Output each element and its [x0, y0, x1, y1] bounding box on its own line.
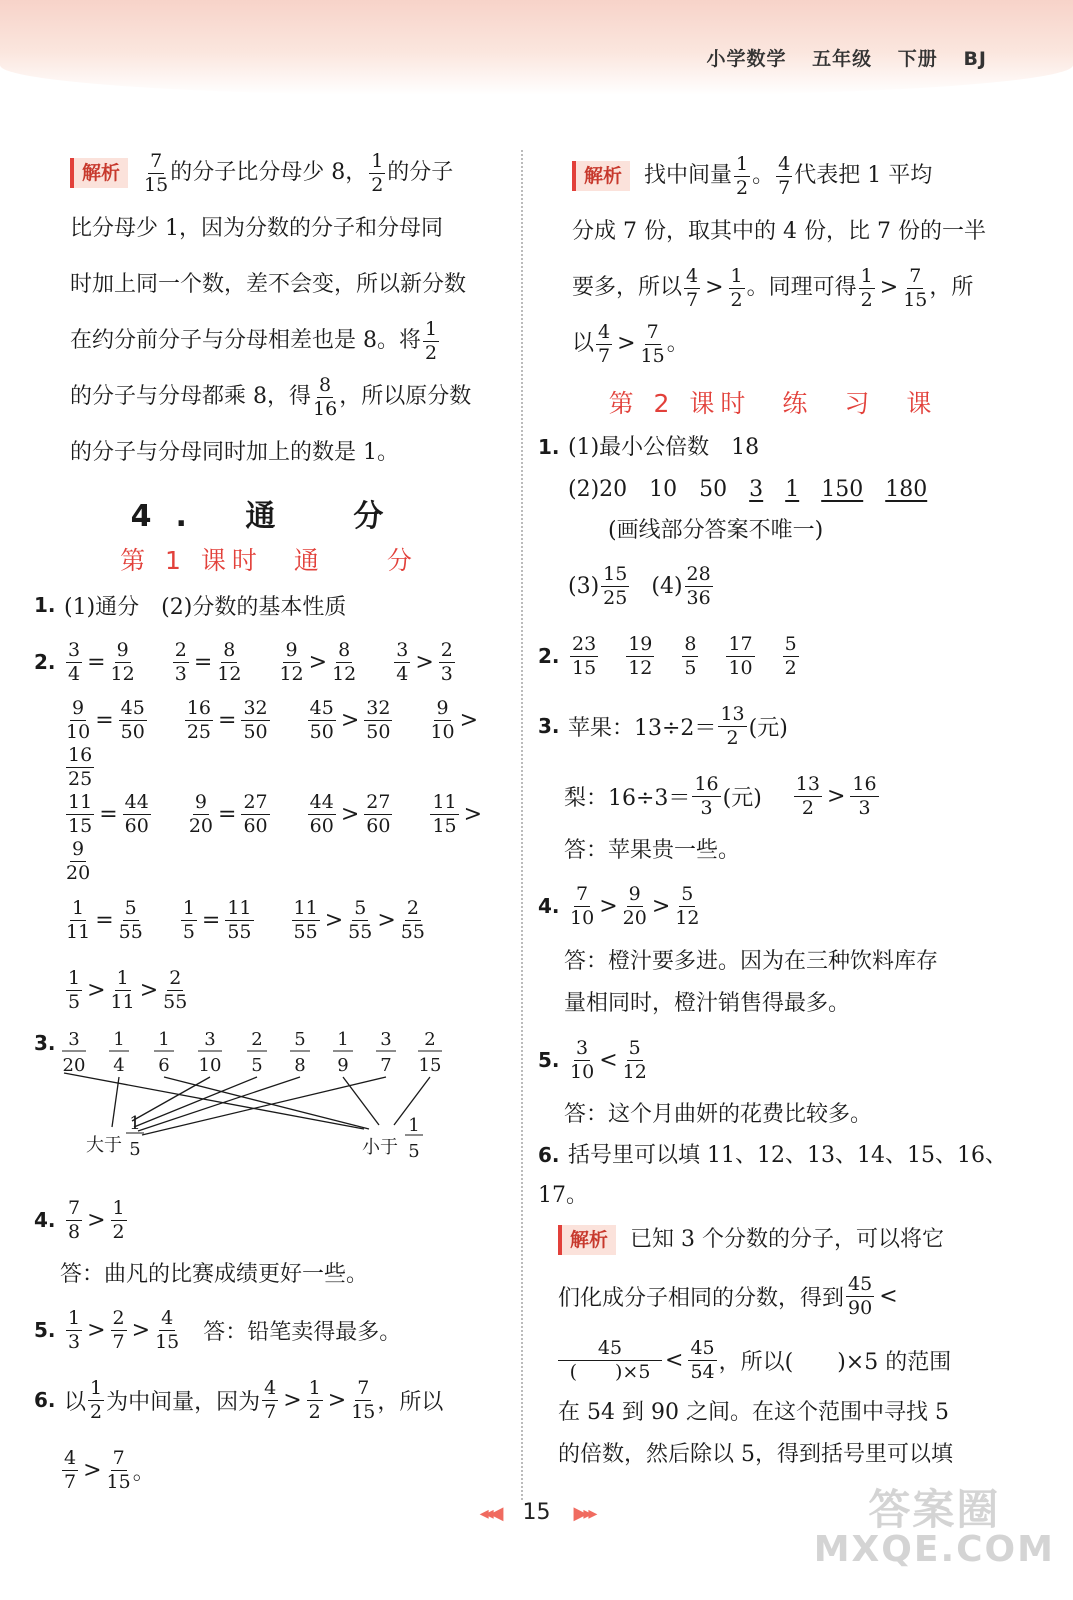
- section-title: 4. 通 分: [130, 499, 408, 534]
- watermark-logo: 答案圈 MXQE.COM: [813, 1485, 1055, 1570]
- header-grade: 五年级: [812, 48, 873, 70]
- svg-text:6: 6: [158, 1055, 170, 1076]
- question-4: 4. $\frac{7}{8}$ > $\frac{1}{2}$: [34, 1196, 125, 1243]
- answer-text: 答：橙汁要多进。因为在三种饮料库存: [564, 949, 939, 974]
- question-3: 3. 苹果：13÷2＝ $\frac{13}{2}$ (元): [538, 702, 788, 749]
- svg-text:2: 2: [251, 1029, 263, 1050]
- svg-text:1: 1: [158, 1029, 170, 1050]
- analysis-line: 在 54 到 90 之间。在这个范围中寻找 5: [558, 1400, 949, 1425]
- analysis-line: 分成 7 份，取其中的 4 份，比 7 份的一半: [572, 219, 986, 244]
- page-number: 15: [522, 1500, 551, 1525]
- greater-than-label: 大于: [86, 1135, 122, 1156]
- header-edition: BJ: [963, 48, 987, 70]
- right-column: [538, 148, 1008, 1476]
- analysis-line: 解析 $\frac{7}{15}$ 的分子比分母少 8， $\frac{1}{2}$ 的分子: [34, 145, 504, 201]
- question-5: 5. $\frac{3}{10}$ < $\frac{5}{12}$: [538, 1036, 647, 1083]
- question-6-result: $\frac{4}{7}$ > $\frac{7}{15}$ 。: [64, 1446, 155, 1493]
- svg-text:1: 1: [408, 1115, 420, 1136]
- analysis-line: 们化成分子相同的分数，得到 $\frac{45}{90}$ <: [558, 1272, 898, 1319]
- analysis-line: 比分母少 1，因为分数的分子和分母同: [70, 216, 443, 241]
- analysis-line: 解析 已知 3 个分数的分子，可以将它: [538, 1216, 1008, 1264]
- question-3: 3. 3 20 1 4 1 6 3 10 2 5 5 8 1 9 3 7 2 15 1 5 1 5 大于 小于: [34, 1025, 504, 1185]
- svg-text:2: 2: [424, 1029, 436, 1050]
- analysis-line: 解析 找中间量 $\frac{1}{2}$ 。 $\frac{4}{7}$ 代表把 1 平均: [538, 148, 1008, 204]
- analysis-tag: 解析: [572, 161, 630, 191]
- fraction: $\frac{7}{15}$: [144, 149, 169, 196]
- note: (画线部分答案不唯一): [608, 518, 824, 543]
- question-6: 6. 以 $\frac{1}{2}$ 为中间量，因为 $\frac{4}{7}$ > $\frac{1}{2}$ > $\frac{7}{15}$ ，所以: [34, 1376, 444, 1423]
- lesson-title: 第 2 课时 练 习 课: [608, 389, 938, 418]
- analysis-line: 时加上同一个数，差不会变，所以新分数: [70, 272, 467, 297]
- analysis-line: 要多，所以 $\frac{4}{7}$ > $\frac{1}{2}$ 。同理可得 $\frac{1}{2}$ > $\frac{7}{15}$ ，所: [572, 264, 974, 311]
- analysis-line: 的分子与分母都乘 8，得 $\frac{8}{16}$ ，所以原分数: [70, 373, 472, 420]
- analysis-line: 在约分前分子与分母相差也是 8。将 $\frac{1}{2}$: [70, 317, 438, 364]
- question-1: 1. (1)最小公倍数 18: [538, 435, 760, 460]
- svg-text:5: 5: [251, 1055, 263, 1076]
- question-3-pear: 梨：16÷3＝ $\frac{16}{3}$ (元) $\frac{13}{2}$ > $\frac{16}{3}$: [564, 772, 877, 819]
- svg-text:1: 1: [129, 1113, 141, 1134]
- answer-text: 答：这个月曲妍的花费比较多。: [564, 1102, 873, 1127]
- svg-text:1: 1: [113, 1029, 125, 1050]
- question-5: 5. $\frac{1}{3}$ > $\frac{2}{7}$ > $\frac{4}{15}$ 答：铅笔卖得最多。: [34, 1306, 402, 1353]
- svg-text:1: 1: [337, 1029, 349, 1050]
- analysis-line: 的倍数，然后除以 5，得到括号里可以填: [558, 1442, 953, 1467]
- svg-text:3: 3: [204, 1029, 216, 1050]
- question-2: 2. $\frac{23}{15}$ $\frac{19}{12}$ $\frac{8}{5}$ $\frac{17}{10}$ $\frac{5}{2}$: [538, 632, 797, 679]
- lesson-title: 第 1 课时 通 分: [120, 546, 418, 575]
- svg-text:4: 4: [113, 1055, 125, 1076]
- left-column: [34, 145, 504, 1505]
- question-4: 4. $\frac{7}{10}$ > $\frac{9}{20}$ > $\frac{5}{12}$: [538, 882, 700, 929]
- svg-text:5: 5: [294, 1029, 306, 1050]
- right-arrows-icon: ▶▸▸: [573, 1503, 594, 1524]
- fraction: $\frac{1}{2}$: [371, 149, 384, 196]
- column-divider: [521, 150, 523, 1500]
- question-1-part2: (2)20 10 50 3 1 150 180: [568, 477, 928, 502]
- svg-text:15: 15: [418, 1055, 442, 1076]
- svg-text:3: 3: [68, 1029, 80, 1050]
- left-arrows-icon: ◂◂◀: [479, 1503, 500, 1524]
- question-6: 6. 括号里可以填 11、12、13、14、15、16、17。: [538, 1143, 1007, 1208]
- svg-text:3: 3: [380, 1029, 392, 1050]
- analysis-tag: 解析: [70, 158, 128, 188]
- question-2-row: $\frac{1}{11}$ = $\frac{5}{55}$ $\frac{1}{5}$ = $\frac{11}{55}$ $\frac{11}{55}$ > $\frac{5}{55}$ > $\frac{2}{55}$: [66, 896, 425, 943]
- page-header: [707, 44, 987, 71]
- question-2-row: $\frac{9}{10}$ = $\frac{45}{50}$ $\frac{16}{25}$ = $\frac{32}{50}$ $\frac{45}{50}$ > $\frac{32}{50}$ $\frac{9}{10}$ > $\frac{16}{25}$: [66, 697, 479, 790]
- analysis-line: $\frac{45}{( )\times 5}$ < $\frac{45}{54}$ ，所以( )×5 的范围: [538, 1328, 1008, 1392]
- svg-text:8: 8: [294, 1055, 306, 1076]
- question-1-part3: (3) $\frac{15}{25}$ (4) $\frac{28}{36}$: [568, 562, 711, 609]
- answer-text: 量相同时，橙汁销售得最多。: [564, 991, 851, 1016]
- svg-text:20: 20: [62, 1055, 86, 1076]
- answer-text: 答：苹果贵一些。: [564, 838, 741, 863]
- analysis-tag: 解析: [558, 1225, 616, 1255]
- svg-text:5: 5: [408, 1141, 420, 1162]
- matching-diagram: [34, 1025, 474, 1185]
- question-1: 1. (1)通分 (2)分数的基本性质: [34, 593, 347, 620]
- analysis-line: 以 $\frac{4}{7}$ > $\frac{7}{15}$ 。: [572, 320, 689, 367]
- svg-text:7: 7: [380, 1055, 392, 1076]
- question-2-row: $\frac{11}{15}$ = $\frac{44}{60}$ $\frac{9}{20}$ = $\frac{27}{60}$ $\frac{44}{60}$ > $\frac{27}{60}$ $\frac{11}{15}$ > $\frac{9}{20}$: [66, 791, 483, 884]
- answer-text: 答：曲凡的比赛成绩更好一些。: [60, 1262, 369, 1287]
- svg-text:5: 5: [129, 1139, 141, 1160]
- svg-text:10: 10: [198, 1055, 222, 1076]
- question-2: 2. $\frac{3}{4}$ = $\frac{9}{12}$ $\frac{2}{3}$ = $\frac{8}{12}$ $\frac{9}{12}$ > $\frac{8}{12}$ $\frac{3}{4}$ > $\frac{2}{3}$: [34, 638, 453, 685]
- header-volume: 下册: [897, 48, 938, 70]
- analysis-line: 的分子与分母同时加上的数是 1。: [70, 440, 399, 465]
- svg-text:9: 9: [337, 1055, 349, 1076]
- header-subject: 小学数学: [706, 48, 787, 70]
- less-than-label: 小于: [362, 1137, 398, 1158]
- question-2-row: $\frac{1}{5}$ > $\frac{1}{11}$ > $\frac{2}{55}$: [68, 966, 188, 1013]
